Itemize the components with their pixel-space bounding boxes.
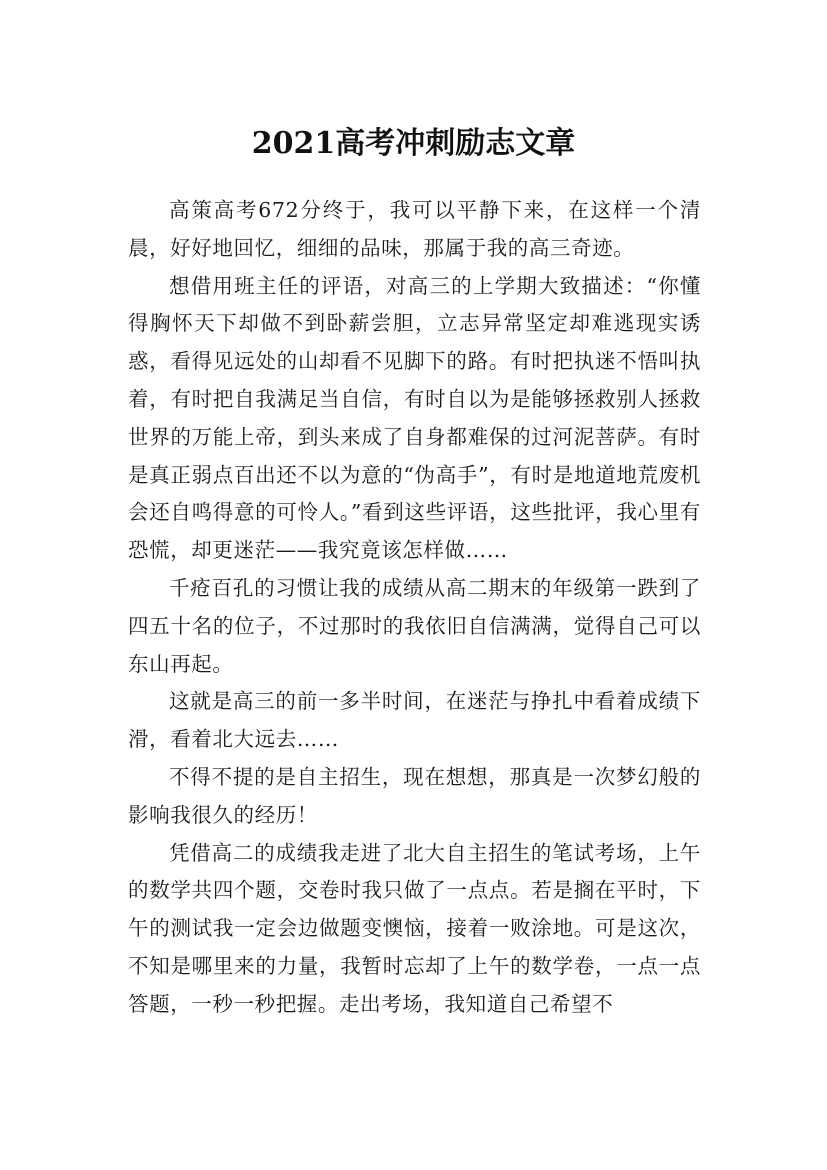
paragraph-6: 凭借高二的成绩我走进了北大自主招生的笔试考场，上午的数学共四个题，交卷时我只做了一点点。若是搁在平时，下午的测试我一定会边做题变懊恼，接着一败涂地。可是这次，不知是哪里来的力量，我暂时忘却了上午的数学卷，一点一点答题，一秒一秒把握。走出考场，我知道自己希望不	[128, 840, 701, 1016]
document-body	[128, 192, 701, 1024]
paragraph-5: 不得不提的是自主招生，现在想想，那真是一次梦幻般的影响我很久的经历！	[128, 764, 701, 827]
document-title: 2021高考冲刺励志文章	[251, 126, 576, 162]
paragraph-1: 高策高考672分终于，我可以平静下来，在这样一个清晨，好好地回忆，细细的品味，那属于我的高三奇迹。	[128, 198, 701, 260]
paragraph-4: 这就是高三的前一多半时间，在迷茫与挣扎中看着成绩下滑，看着北大远去……	[128, 689, 701, 752]
paragraph-3: 千疮百孔的习惯让我的成绩从高二期末的年级第一跌到了四五十名的位子，不过那时的我依旧自信满满，觉得自己可以东山再起。	[128, 575, 701, 676]
paragraph-2: 想借用班主任的评语，对高三的上学期大致描述：“你懂得胸怀天下却做不到卧薪尝胆，立志异常坚定却难逃现实诱惑，看得见远处的山却看不见脚下的路。有时把执迷不悟叫执着，有时把自我满足当自信，有时自以为是能够拯救别人拯救世界的万能上帝，到头来成了自身都难保的过河泥菩萨。有时是真正弱点百出还不以为意的“伪高手”，有时是地道地荒废机会还自鸣得意的可怜人。”看到这些评语，这些批评，我心里有恐慌，却更迷茫——我究竟该怎样做……	[128, 273, 701, 563]
